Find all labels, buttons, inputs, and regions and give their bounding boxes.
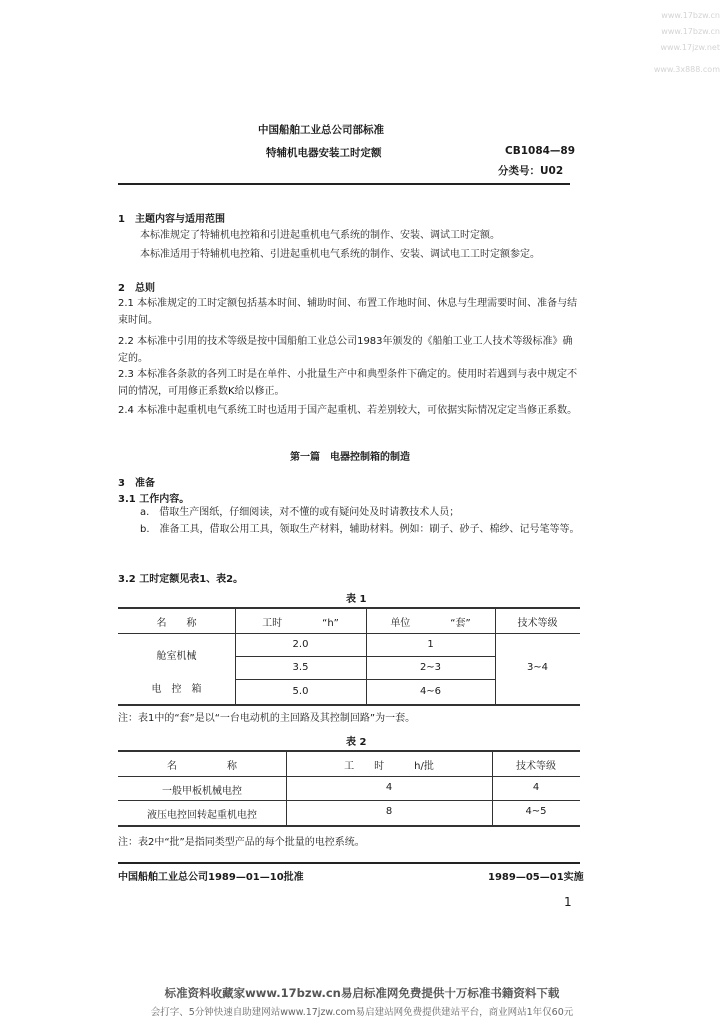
- table-1-caption: 表 1: [346, 594, 367, 605]
- table-1-row-1-hours: 2.0: [292, 639, 309, 650]
- watermark-line-1: www.17bzw.cn: [661, 11, 720, 20]
- table-2-header-hours: 工 时 h/批: [344, 761, 434, 772]
- table-1-header-name: 名 称: [156, 618, 197, 629]
- table-1-row-1-unit: 1: [427, 639, 434, 650]
- section-2-1: 2.1 本标准规定的工时定额包括基本时间、辅助时间、布置工作地时间、休息与生理需要时间、准备与结束时间。: [118, 298, 578, 326]
- section-1-para-2: 本标准适用于特辅机电控箱、引进起重机电气系统的制作、安装、调试电工工时定额参定。: [140, 249, 540, 260]
- section-3-2-title: 3.2 工时定额见表1、表2。: [118, 574, 244, 585]
- table-1-grade-value: 3~4: [526, 662, 549, 673]
- section-3-1-b: b. 准备工具，借取公用工具，领取生产材料，辅助材料。例如：刷子、砂子、棉纱、记号笔等等。: [140, 524, 580, 535]
- section-2-2: 2.2 本标准中引用的技术等级是按中国船舶工业总公司1983年颁发的《船舶工业工人技术等级标准》确定的。: [118, 336, 573, 364]
- table-2-header-name: 名 称: [167, 761, 237, 772]
- watermark-line-3: www.17jzw.net: [660, 43, 720, 52]
- banner-line-1: 标准资料收藏家www.17bzw.cn易启标准网免费提供十万标准书籍资料下载: [164, 986, 560, 1000]
- table-1-row-2-hours: 3.5: [292, 662, 309, 673]
- table-2-row-2-name: 液压电控回转起重机电控: [147, 810, 257, 821]
- document-title: 特辅机电器安装工时定额: [266, 147, 382, 159]
- part-1-title: 第一篇 电器控制箱的制造: [290, 452, 410, 463]
- table-2-note: 注：表2中“批”是指同类型产品的每个批量的电控系统。: [118, 837, 365, 848]
- table-2-row-1-name: 一般甲板机械电控: [162, 786, 242, 797]
- section-1-para-1: 本标准规定了特辅机电控箱和引进起重机电气系统的制作、安装、调试工时定额。: [140, 230, 500, 241]
- banner-line-2: 会打字、5分钟快速自助建网站www.17jzw.com易启建站网免费提供建站平台，商业网站1年仅60元: [150, 1007, 574, 1018]
- section-2-title: 2 总则: [118, 283, 155, 294]
- section-1-title: 1 主题内容与适用范围: [118, 214, 225, 225]
- table-2-row-1-hours: 4: [385, 782, 393, 793]
- section-3-1-a: a. 借取生产图纸，仔细阅读，对不懂的或有疑问处及时请教技术人员；: [140, 507, 460, 518]
- watermark-line-4: www.3x888.com: [653, 65, 720, 74]
- table-1-header-hours: 工时 “h”: [262, 618, 339, 629]
- table-2-caption: 表 2: [346, 737, 367, 748]
- effective-date: 1989—05—01实施: [488, 872, 584, 883]
- table-1-header-grade: 技术等级: [517, 618, 558, 629]
- table-1-row-group-1: 舱室机械: [156, 651, 197, 662]
- classification-number: 分类号：U02: [498, 165, 564, 177]
- table-1-row-group-2: 电 控 箱: [151, 684, 202, 695]
- table-1-note: 注：表1中的“套”是以“一台电动机的主回路及其控制回路”为一套。: [118, 713, 416, 724]
- table-1-row-3-hours: 5.0: [292, 686, 309, 697]
- table-1-header-unit: 单位 “套”: [390, 618, 471, 629]
- section-2-3: 2.3 本标准各条款的各列工时是在单件、小批量生产中和典型条件下确定的。使用时若遇到与表中规定不同的情况，可用修正系数K给以修正。: [118, 369, 578, 397]
- standard-code: CB1084—89: [505, 145, 576, 157]
- table-2-row-2-hours: 8: [385, 806, 393, 817]
- section-3-title: 3 准备: [118, 478, 155, 489]
- table-1-row-3-unit: 4~6: [419, 686, 442, 697]
- table-1-row-2-unit: 2~3: [419, 662, 442, 673]
- table-2-row-1-grade: 4: [532, 782, 540, 793]
- header-rule: [118, 183, 570, 185]
- section-2-4: 2.4 本标准中起重机电气系统工时也适用于国产起重机、若差别较大，可依据实际情况定定当修正系数。: [118, 405, 578, 416]
- footer-rule: [118, 862, 580, 864]
- org-standard-title: 中国船舶工业总公司部标准: [258, 124, 384, 136]
- table-2-row-2-grade: 4~5: [525, 806, 547, 817]
- approval-date: 中国船舶工业总公司1989—01—10批准: [118, 872, 304, 883]
- watermark-line-2: www.17bzw.cn: [661, 27, 720, 36]
- table-2-header-grade: 技术等级: [516, 761, 556, 772]
- page-number: 1: [564, 895, 572, 909]
- section-3-1-title: 3.1 工作内容。: [118, 494, 190, 505]
